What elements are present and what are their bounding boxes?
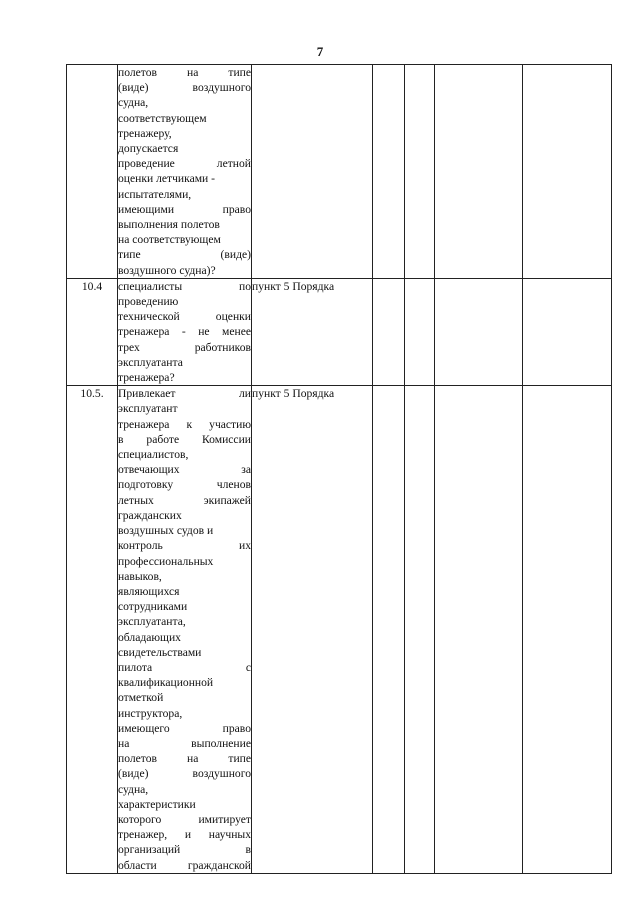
requirement-line: допускается — [118, 142, 179, 156]
requirement-line: тренажер, и научных — [118, 828, 251, 842]
requirement-line: эксплуатант — [118, 402, 178, 416]
requirement-line: Привлекает ли — [118, 387, 251, 401]
requirement-line: тренажера? — [118, 371, 175, 385]
requirement-line: характеристики — [118, 797, 196, 811]
requirement-line: эксплуатанта, — [118, 615, 186, 629]
requirement-line: отметкой — [118, 691, 164, 705]
requirement-line: (виде) воздушного — [118, 81, 251, 95]
requirement-line: подготовку членов — [118, 478, 251, 492]
reference-cell: пункт 5 Порядка — [252, 278, 373, 385]
reference-cell — [252, 65, 373, 279]
requirement-line: гражданских — [118, 508, 182, 522]
requirement-line: сотрудниками — [118, 600, 188, 614]
notes-cell — [523, 386, 612, 874]
requirement-line: свидетельствами — [118, 645, 202, 659]
answer-yes-cell — [373, 65, 405, 279]
requirement-line: полетов на типе — [118, 752, 251, 766]
requirement-line: выполнения полетов — [118, 218, 220, 232]
requirement-line: специалистов, — [118, 448, 189, 462]
requirement-line: проведению — [118, 295, 179, 309]
requirement-line: имеющего право — [118, 721, 251, 735]
requirement-line: воздушных судов и — [118, 524, 214, 538]
requirement-line: воздушного судна)? — [118, 263, 216, 277]
requirement-cell — [118, 65, 252, 279]
requirement-line: судна, — [118, 96, 149, 110]
answer-yes-cell — [373, 278, 405, 385]
answer-no-cell — [405, 386, 435, 874]
answer-na-cell — [435, 386, 523, 874]
answer-no-cell — [405, 65, 435, 279]
item-number-cell — [67, 65, 118, 279]
requirement-line: пилота с — [118, 660, 251, 674]
table-row — [67, 65, 612, 279]
requirement-line: трех работников — [118, 340, 251, 354]
requirement-line: (виде) воздушного — [118, 767, 251, 781]
requirement-cell — [118, 278, 252, 385]
requirement-line: области гражданской — [118, 858, 251, 872]
requirement-line: полетов на типе — [118, 66, 251, 79]
table-row — [67, 278, 612, 385]
page-number: 7 — [316, 44, 324, 59]
requirement-line: типе (виде) — [118, 248, 251, 262]
requirement-line: на выполнение — [118, 736, 251, 750]
notes-cell — [523, 278, 612, 385]
requirement-cell — [118, 386, 252, 874]
requirement-line: обладающих — [118, 630, 181, 644]
requirement-line: технической оценки — [118, 310, 251, 324]
requirement-line: проведение летной — [118, 157, 251, 171]
requirement-line: судна, — [118, 782, 149, 796]
requirement-line: в работе Комиссии — [118, 432, 251, 446]
answer-no-cell — [405, 278, 435, 385]
requirement-line: навыков, — [118, 569, 162, 583]
item-number-cell: 10.5. — [67, 386, 118, 874]
requirement-line: контроль их — [118, 539, 251, 553]
requirement-line: профессиональных — [118, 554, 214, 568]
notes-cell — [523, 65, 612, 279]
requirement-line: квалификационной — [118, 676, 214, 690]
requirement-line: на соответствующем — [118, 233, 221, 247]
requirement-line: летных экипажей — [118, 493, 251, 507]
answer-na-cell — [435, 278, 523, 385]
requirement-line: инструктора, — [118, 706, 183, 720]
requirement-line: эксплуатанта — [118, 355, 183, 369]
requirement-line: которого имитирует — [118, 812, 251, 826]
requirement-line: имеющими право — [118, 202, 251, 216]
requirement-line: организаций в — [118, 843, 251, 857]
requirement-line: тренажеру, — [118, 126, 172, 140]
reference-cell: пункт 5 Порядка — [252, 386, 373, 874]
item-number-cell: 10.4 — [67, 278, 118, 385]
requirement-line: оценки летчиками - — [118, 172, 216, 186]
requirement-line: тренажера к участию — [118, 417, 251, 431]
answer-na-cell — [435, 65, 523, 279]
requirement-line: соответствующем — [118, 111, 207, 125]
requirement-line: испытателями, — [118, 187, 192, 201]
requirement-line: тренажера - не менее — [118, 325, 251, 339]
requirement-line: специалисты по — [118, 279, 251, 293]
requirement-line: отвечающих за — [118, 463, 251, 477]
answer-yes-cell — [373, 386, 405, 874]
table-row — [67, 386, 612, 874]
checklist-table — [66, 64, 612, 874]
requirement-line: являющихся — [118, 584, 180, 598]
